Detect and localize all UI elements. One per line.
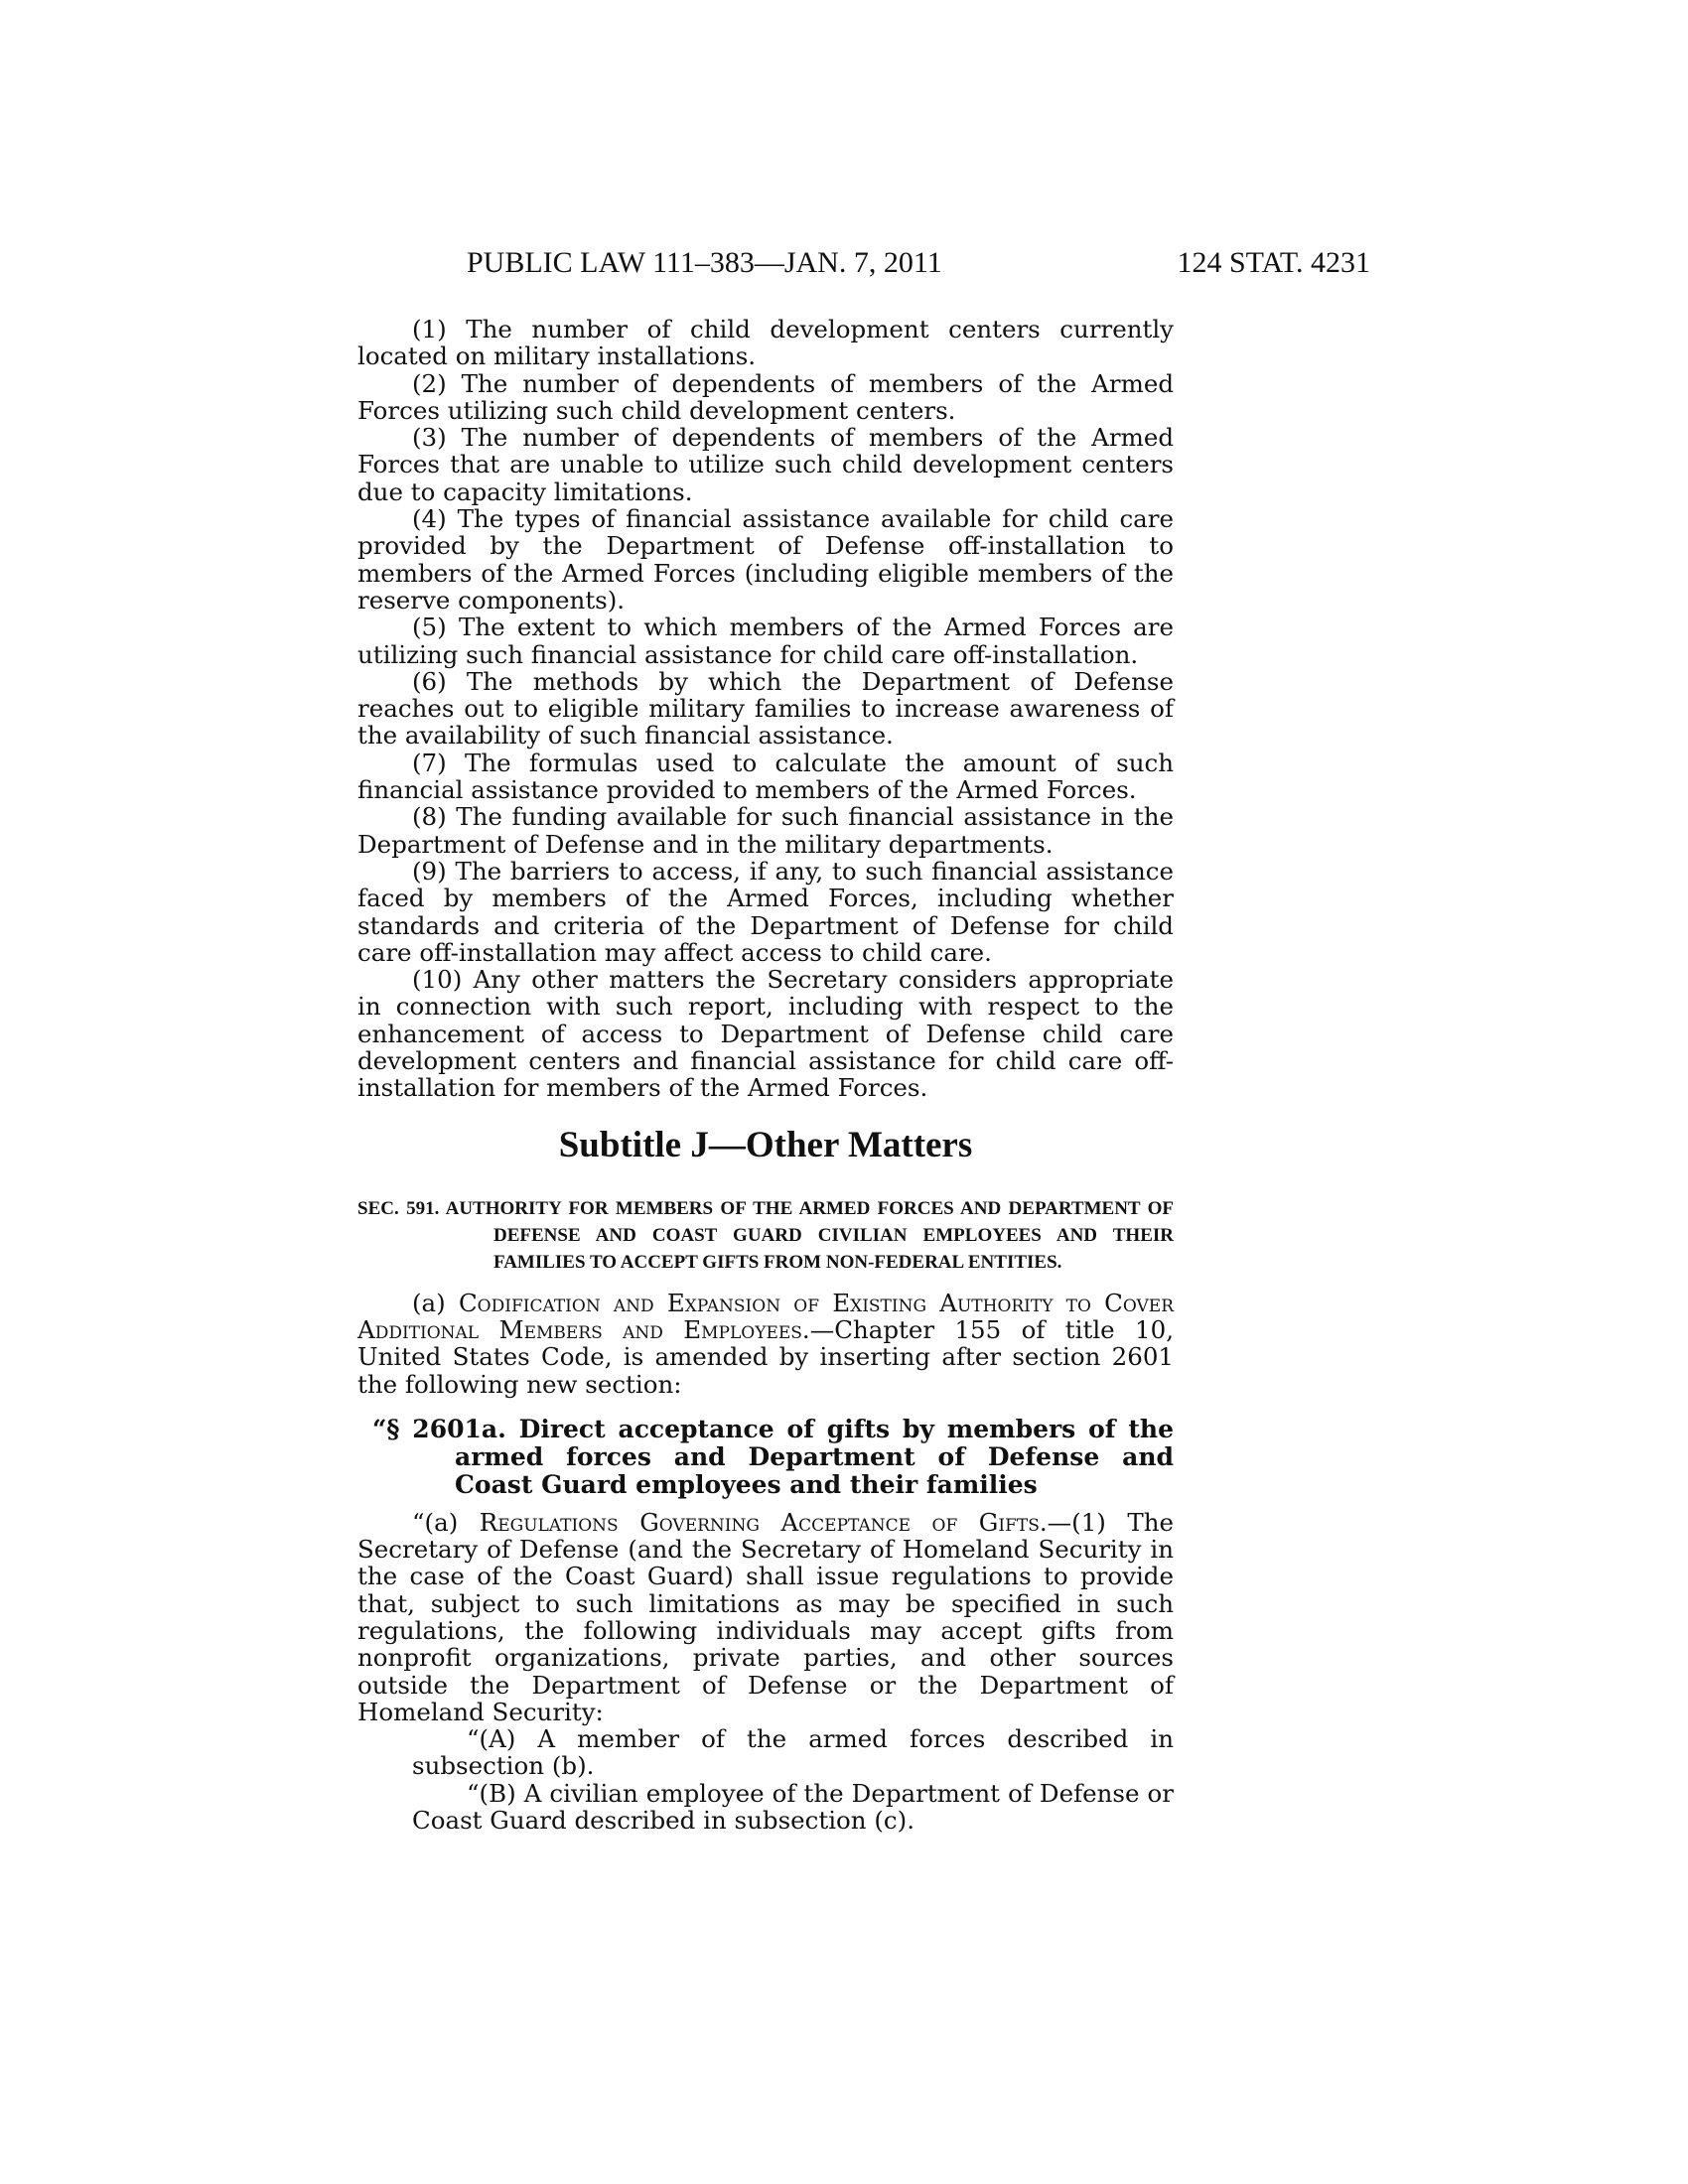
regulations-text: —(1) The Secretary of Defense (and the Secretary of Homeland Security in the case of the Coast Guard) shall issue regulations to provide that, subject to such limitations as may be specified in such regulations, the following individuals may accept gifts from nonprofit organizations, private parties, and other sources outside the Department of Defense or the Department of Homeland Security:	[357, 1507, 1174, 1726]
subsection-a-text: —Chapter 155 of title 10, United States Code, is amended by inserting after section 2601 the following new section:	[357, 1314, 1174, 1399]
stat-page-number: 124 STAT. 4231	[1177, 246, 1370, 279]
list-item: (3) The number of dependents of members of the Armed Forces that are unable to utilize such child development centers due to capacity limitations.	[357, 423, 1174, 506]
regulations-label: “(a)	[412, 1507, 480, 1537]
new-section-title: “§ 2601a. Direct acceptance of gifts by members of the armed forces and Department of Defense and Coast Guard employees and their families	[372, 1414, 1174, 1499]
subtitle-heading: Subtitle J—Other Matters	[558, 1124, 973, 1165]
list-item: (6) The methods by which the Department of Defense reaches out to eligible military families to increase awareness of the availability of such financial assistance.	[357, 666, 1174, 751]
list-item: (2) The number of dependents of members of the Armed Forces utilizing such child development centers.	[357, 368, 1174, 425]
list-item: (1) The number of child development centers currently located on military installations.	[357, 315, 1174, 371]
list-item: (4) The types of financial assistance available for child care provided by the Department of Defense off-installation to members of the Armed Forces (including eligible members of the reserve components).	[357, 504, 1174, 614]
list-item: (8) The funding available for such financial assistance in the Department of Defense and in the military departments.	[357, 802, 1174, 859]
subparagraph-a: “(A) A member of the armed forces described in subsection (b).	[412, 1724, 1174, 1781]
list-item: (7) The formulas used to calculate the amount of such financial assistance provided to members of the Armed Forces.	[357, 748, 1174, 805]
list-item: (10) Any other matters the Secretary considers appropriate in connection with such report, including with respect to the enhancement of access to Department of Defense child care development centers and financial assistance for child care off-installation for members of the Armed Forces.	[357, 965, 1174, 1103]
list-item: (5) The extent to which members of the Armed Forces are utilizing such financial assistance for child care off-installation.	[357, 613, 1174, 669]
running-header	[467, 246, 1370, 286]
subsection-a-heading: Codification and Expansion of Existing Authority to Cover Additional Members and Employees.	[357, 1288, 1175, 1344]
subsection-a-label: (a)	[412, 1288, 459, 1317]
page-body	[357, 316, 1174, 1834]
section-heading: SEC. 591. AUTHORITY FOR MEMBERS OF THE ARMED FORCES AND DEPARTMENT OF DEFENSE AND COAST GUARD CIVILIAN EMPLOYEES AND THEIR FAMILIES TO ACCEPT GIFTS FROM NON-FEDERAL ENTITIES.	[357, 1197, 1174, 1273]
running-head-title: PUBLIC LAW 111–383—JAN. 7, 2011	[467, 246, 942, 279]
subsection-a	[357, 1290, 1174, 1398]
list-item: (9) The barriers to access, if any, to such financial assistance faced by members of the Armed Forces, including whether standards and criteria of the Department of Defense for child care off-installation may affect access to child care.	[357, 856, 1174, 967]
subparagraph-b: “(B) A civilian employee of the Department of Defense or Coast Guard described in subsection (c).	[412, 1778, 1174, 1836]
regulations-heading: Regulations Governing Acceptance of Gifts.	[479, 1507, 1048, 1537]
regulations-paragraph	[357, 1509, 1174, 1725]
